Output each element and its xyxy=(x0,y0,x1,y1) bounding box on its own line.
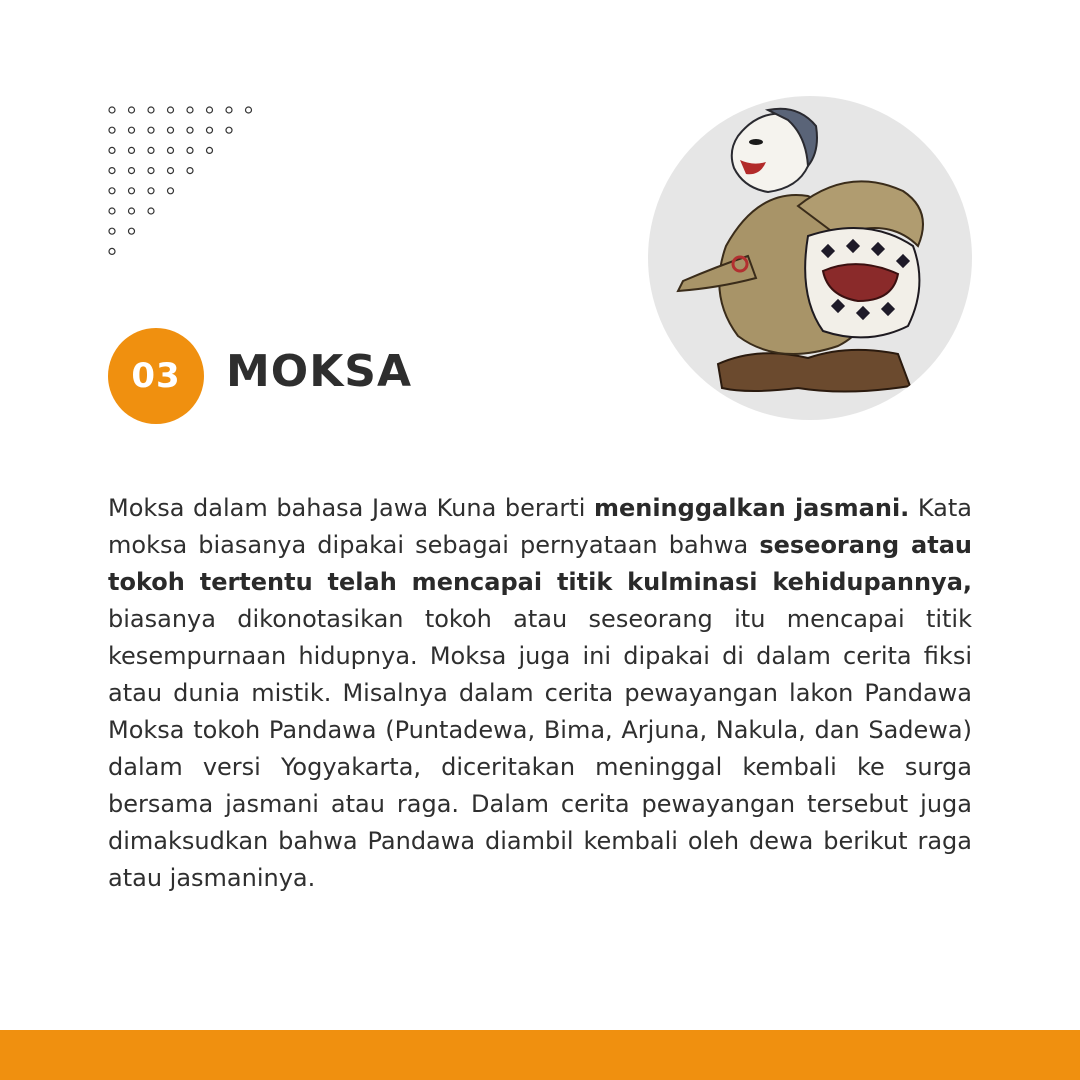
decoration-dot xyxy=(246,107,252,113)
paragraph-emphasis: seseorang atau tokoh tertentu telah mencapai titik kulminasi kehidupannya, xyxy=(108,531,972,596)
decoration-dot xyxy=(148,208,154,214)
decoration-dot xyxy=(168,107,174,113)
decoration-dot xyxy=(109,248,115,254)
decoration-dot xyxy=(129,127,135,133)
decoration-dot xyxy=(109,188,115,194)
section-number: 03 xyxy=(131,356,181,396)
decoration-dot xyxy=(187,147,193,153)
decoration-dot xyxy=(187,107,193,113)
dot-grid-decoration xyxy=(104,102,264,262)
decoration-dot xyxy=(129,168,135,174)
wayang-eye xyxy=(749,139,763,145)
decoration-dot xyxy=(148,127,154,133)
decoration-dot xyxy=(168,127,174,133)
decoration-dot xyxy=(129,228,135,234)
decoration-dot xyxy=(226,107,232,113)
decoration-dot xyxy=(207,127,213,133)
wayang-portrait xyxy=(648,96,972,420)
decoration-dot xyxy=(148,147,154,153)
body-paragraph xyxy=(108,490,972,897)
section-number-badge xyxy=(108,328,204,424)
footer-accent-bar xyxy=(0,1030,1080,1080)
decoration-dot xyxy=(226,127,232,133)
paragraph-text: Moksa dalam bahasa Jawa Kuna berarti xyxy=(108,494,594,522)
paragraph-text: biasanya dikonotasikan tokoh atau seseorang itu mencapai titik kesempurnaan hidupnya. Moksa juga ini dipakai di dalam cerita fiksi atau dunia mistik. Misalnya dalam cerita pewayangan lakon Pandawa Moksa tokoh Pandawa (Puntadewa, Bima, Arjuna, Nakula, dan Sadewa) dalam versi Yogyakarta, diceritakan meninggal kembali ke surga bersama jasmani atau raga. Dalam cerita pewayangan tersebut juga dimaksudkan bahwa Pandawa diambil kembali oleh dewa berikut raga atau jasmaninya. xyxy=(108,605,972,892)
decoration-dot xyxy=(207,107,213,113)
decoration-dot xyxy=(168,168,174,174)
decoration-dot xyxy=(168,188,174,194)
decoration-dot xyxy=(109,228,115,234)
decoration-dot xyxy=(187,168,193,174)
decoration-dot xyxy=(168,147,174,153)
decoration-dot xyxy=(148,107,154,113)
wayang-feet xyxy=(718,350,910,392)
decoration-dot xyxy=(187,127,193,133)
decoration-dot xyxy=(129,208,135,214)
decoration-dot xyxy=(129,147,135,153)
paragraph-emphasis: meninggalkan jasmani. xyxy=(593,494,910,522)
paragraph-text: Kata moksa biasanya dipakai sebagai pernyataan bahwa xyxy=(108,494,972,559)
decoration-dot xyxy=(109,168,115,174)
wayang-figure-illustration xyxy=(648,96,972,420)
decoration-dot xyxy=(207,147,213,153)
decoration-dot xyxy=(109,127,115,133)
decoration-dot xyxy=(109,147,115,153)
section-title: MOKSA xyxy=(226,346,413,397)
decoration-dot xyxy=(148,188,154,194)
decoration-dot xyxy=(109,107,115,113)
decoration-dot xyxy=(148,168,154,174)
decoration-dot xyxy=(109,208,115,214)
decoration-dot xyxy=(129,107,135,113)
decoration-dot xyxy=(129,188,135,194)
